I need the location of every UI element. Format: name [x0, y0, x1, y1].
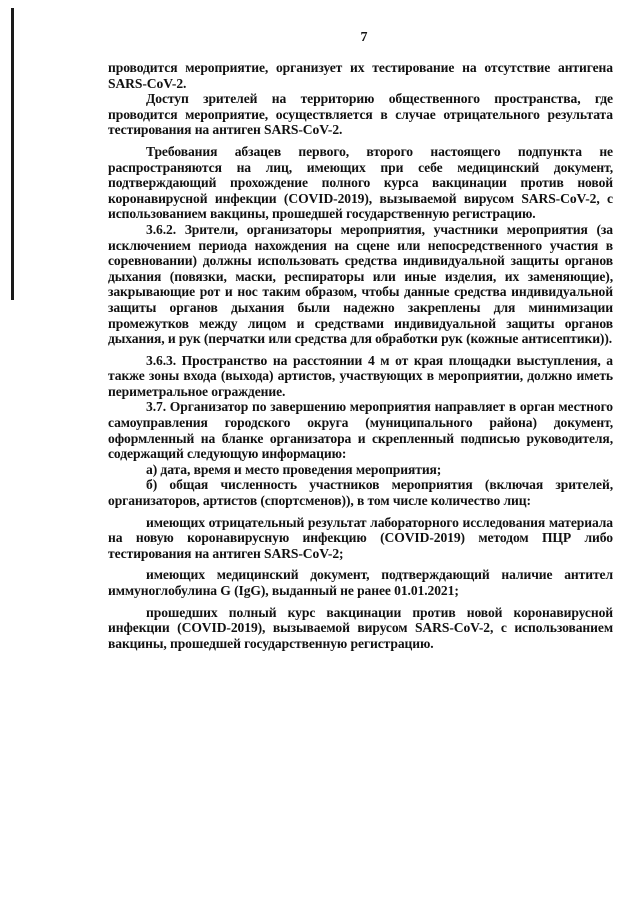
list-subitem-negative-test: имеющих отрицательный результат лабораторного исследования материала на новую коронавирусную инфекцию (COVID-2019) методом ПЦР либо тестирования на антиген SARS-CoV-2;: [108, 514, 613, 561]
paragraph-3-6-2: 3.6.2. Зрители, организаторы мероприятия, участники мероприятия (за исключением периода нахождения на сцене или непосредственного участия в соревновании) должны использовать средства индивидуальной защиты органов дыхания (повязки, маски, респираторы или иные изделия, их заменяющие), закрывающие рот и нос таким образом, чтобы данные средства индивидуальной защиты органов дыхания были надежно закреплены для минимизации промежутков между лицом и средствами индивидуальной защиты органов дыхания, и рук (перчатки или средства для обработки рук (кожные антисептики)).: [108, 221, 613, 347]
page-number: 7: [360, 30, 368, 45]
list-subitem-vaccinated: прошедших полный курс вакцинации против новой коронавирусной инфекции (COVID-2019), вызываемой вирусом SARS-CoV-2, с использованием вакцины, прошедшей государственную регистрацию.: [108, 604, 613, 651]
paragraph-3-7: 3.7. Организатор по завершению мероприятия направляет в орган местного самоуправления городского округа (муниципального района) документ, оформленный на бланке организатора и скрепленный подписью руководителя, содержащий следующую информацию:: [108, 399, 613, 462]
scan-edge-mark: [11, 8, 14, 300]
paragraph-3-6-3: 3.6.3. Пространство на расстоянии 4 м от края площадки выступления, а также зоны входа (выхода) артистов, участвующих в мероприятии, должно иметь периметральное ограждение.: [108, 352, 613, 399]
list-item-a: а) дата, время и место проведения мероприятия;: [146, 461, 442, 477]
document-body: [108, 60, 613, 651]
list-item-b: б) общая численность участников мероприятия (включая зрителей, организаторов, артистов (спортсменов)), в том числе количество лиц:: [108, 477, 613, 509]
list-subitem-antibodies: имеющих медицинский документ, подтверждающий наличие антител иммуноглобулина G (IgG), выданный не ранее 01.01.2021;: [108, 567, 613, 598]
paragraph-continuation: проводится мероприятие, организует их тестирование на отсутствие антигена SARS-CoV-2.: [108, 60, 613, 91]
paragraph-exemption: Требования абзацев первого, второго настоящего подпункта не распространяются на лиц, имеющих при себе медицинский документ, подтверждающий прохождение полного курса вакцинации против новой коронавирусной инфекции (COVID-2019), вызываемой вирусом SARS-CoV-2, с использованием вакцины, прошедшей государственную регистрацию.: [108, 143, 613, 222]
paragraph-access: Доступ зрителей на территорию общественного пространства, где проводится мероприятие, осуществляется в случае отрицательного результата тестирования на антиген SARS-CoV-2.: [108, 91, 613, 138]
